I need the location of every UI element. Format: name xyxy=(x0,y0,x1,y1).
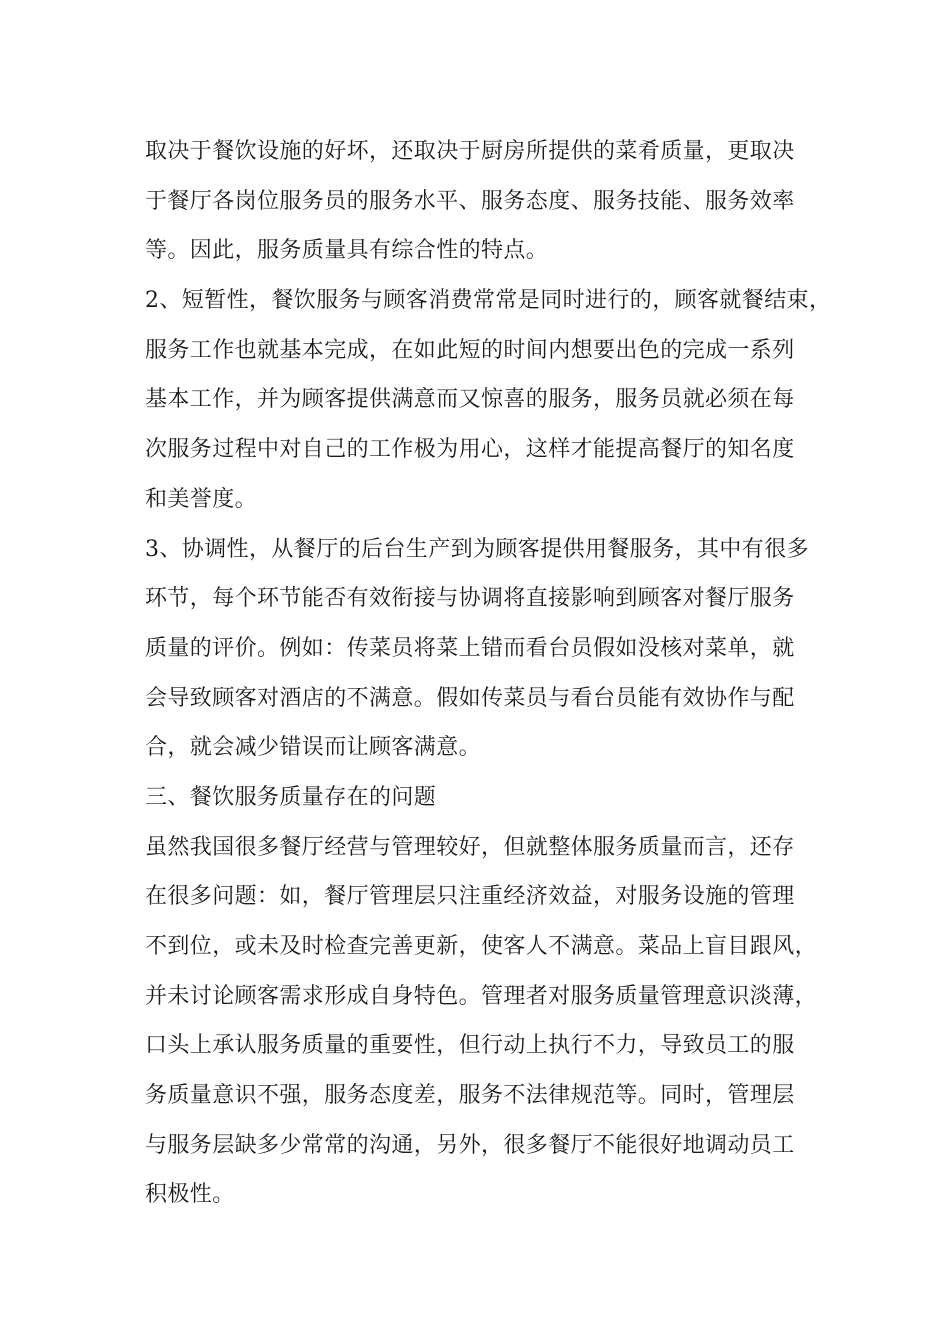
text-line: 基本工作，并为顾客提供满意而又惊喜的服务，服务员就必须在每 xyxy=(145,387,795,413)
text-line: 和美誉度。 xyxy=(145,486,258,512)
text-line: 2、短暂性，餐饮服务与顾客消费常常是同时进行的，顾客就餐结束， xyxy=(145,288,832,314)
text-line: 务质量意识不强，服务态度差，服务不法律规范等。同时，管理层 xyxy=(145,1083,795,1109)
body-text xyxy=(145,127,832,1220)
text-line: 积极性。 xyxy=(145,1182,235,1208)
text-line: 并未讨论顾客需求形成自身特色。管理者对服务质量管理意识淡薄， xyxy=(145,983,818,1009)
text-line: 口头上承认服务质量的重要性，但行动上执行不力，导致员工的服 xyxy=(145,1033,795,1059)
text-line: 在很多问题：如，餐厅管理层只注重经济效益，对服务设施的管理 xyxy=(145,884,795,910)
text-line: 次服务过程中对自己的工作极为用心，这样才能提高餐厅的知名度 xyxy=(145,437,795,463)
section-heading: 三、餐饮服务质量存在的问题 xyxy=(145,784,437,810)
text-line: 质量的评价。例如：传菜员将菜上错而看台员假如没核对菜单，就 xyxy=(145,635,795,661)
text-line: 3、协调性，从餐厅的后台生产到为顾客提供用餐服务，其中有很多 xyxy=(145,536,809,562)
text-line: 与服务层缺多少常常的沟通，另外，很多餐厅不能很好地调动员工 xyxy=(145,1132,795,1158)
text-line: 取决于餐饮设施的好坏，还取决于厨房所提供的菜肴质量，更取决 xyxy=(145,139,795,164)
text-line: 等。因此，服务质量具有综合性的特点。 xyxy=(145,238,549,264)
text-line: 于餐厅各岗位服务员的服务水平、服务态度、服务技能、服务效率 xyxy=(145,188,795,214)
text-line: 合，就会减少错误而让顾客满意。 xyxy=(145,735,482,761)
text-line: 虽然我国很多餐厅经营与管理较好，但就整体服务质量而言，还存 xyxy=(145,834,795,860)
text-line: 不到位，或未及时检查完善更新，使客人不满意。菜品上盲目跟风， xyxy=(145,934,818,959)
text-line: 环节，每个环节能否有效衔接与协调将直接影响到顾客对餐厅服务 xyxy=(145,586,795,612)
text-line: 会导致顾客对酒店的不满意。假如传菜员与看台员能有效协作与配 xyxy=(145,685,795,711)
text-line: 服务工作也就基本完成，在如此短的时间内想要出色的完成一系列 xyxy=(145,337,795,363)
